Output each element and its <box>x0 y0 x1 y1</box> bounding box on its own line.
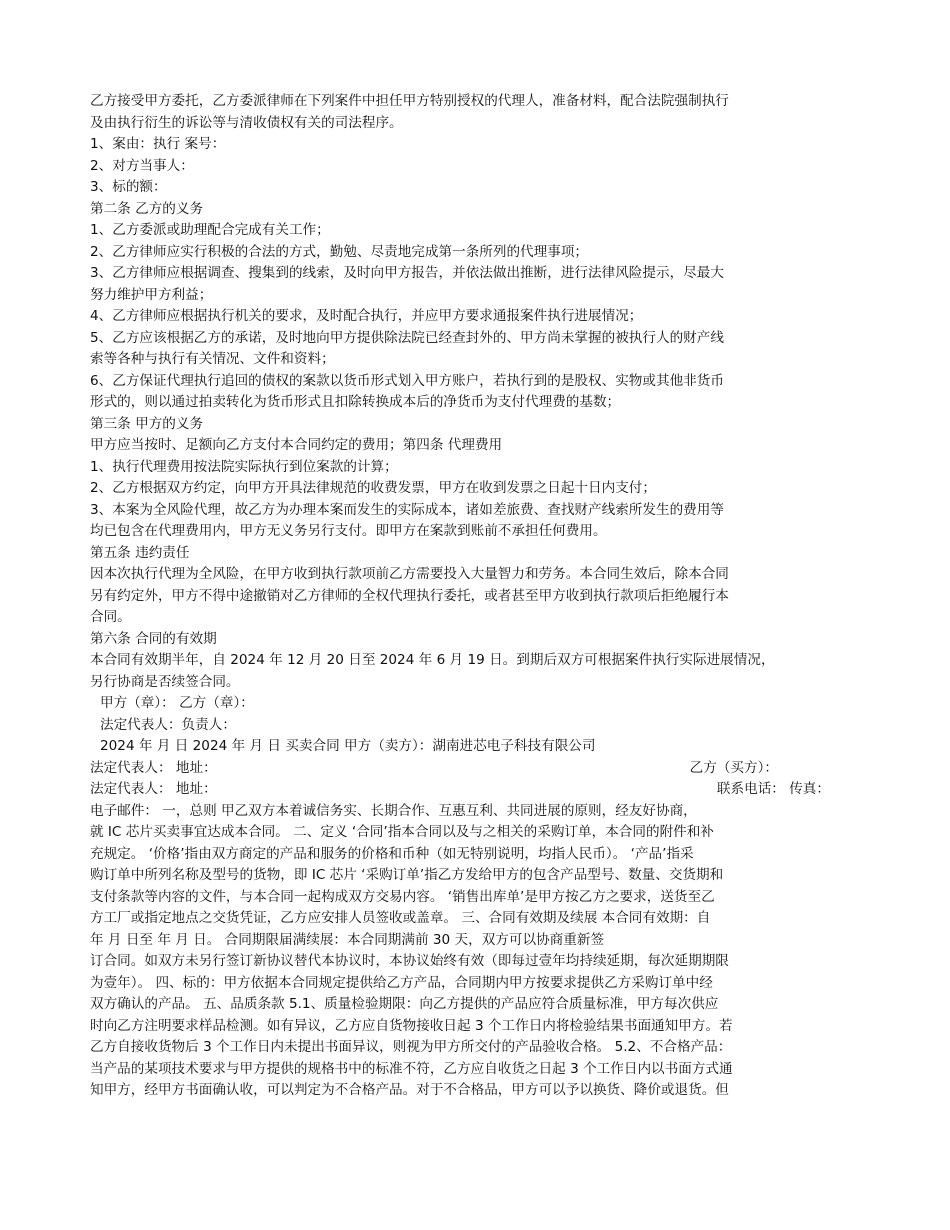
text-line: 年 月 日至 年 月 日。 合同期限届满续展：本合同期满前 30 天，双方可以协商重新签 <box>90 931 605 948</box>
text-line: 另行协商是否续签合同。 <box>90 673 240 690</box>
text-line: 1、执行代理费用按法院实际执行到位案款的计算； <box>90 458 398 475</box>
section-heading: 第五条 违约责任 <box>90 544 190 561</box>
text-line: 6、乙方保证代理执行追回的债权的案款以货币形式划入甲方账户，若执行到的是股权、实物或其他非货币 <box>90 372 724 389</box>
text-line: 2、乙方律师应实行积极的合法的方式，勤勉、尽责地完成第一条所列的代理事项； <box>90 243 589 260</box>
text-line: 索等各种与执行有关情况、文件和资料； <box>90 351 335 367</box>
text-line: 支付条款等内容的文件，与本合同一起构成双方交易内容。 ‘销售出库单’是甲方按乙方之要求，送货至乙 <box>90 888 715 905</box>
text-line: 5、乙方应该根据乙方的承诺，及时地向甲方提供除法院已经查封外的、甲方尚未掌握的被执行人的财产线 <box>90 329 724 346</box>
text-line: 3、标的额： <box>90 179 167 195</box>
party-info-row <box>90 779 880 801</box>
text-line: 另有约定外，甲方不得中途撤销对乙方律师的全权代理执行委托，或者甚至甲方收到执行款项后拒绝履行本 <box>90 587 729 604</box>
text-line: 电子邮件： 一，总则 甲乙双方本着诚信务实、长期合作、互惠互利、共同进展的原则，经友好协商， <box>90 802 697 819</box>
text-line: 乙方自接收货物后 3 个工作日内未提出书面异议，则视为甲方所交付的产品验收合格。 5.2、不合格产品： <box>90 1039 732 1055</box>
section-heading: 第三条 甲方的义务 <box>90 415 204 432</box>
text-line: 2、对方当事人： <box>90 157 194 174</box>
text-line: 3、本案为全风险代理，故乙方为办理本案而发生的实际成本，诸如差旅费、查找财产线索所发生的费用等 <box>90 501 724 518</box>
party-info-row <box>90 758 880 780</box>
text-line: 本合同有效期半年，自 2024 年 12 月 20 日至 2024 年 6 月 19 日。到期后双方可根据案件执行实际进展情况， <box>90 652 775 668</box>
text-line: 方工厂或指定地点之交货凭证，乙方应安排人员签收或盖章。 三、合同有效期及续展 本合同有效期：自 <box>90 910 711 926</box>
text-line: 时向乙方注明要求样品检测。如有异议，乙方应自货物接收日起 3 个工作日内将检验结果书面通知甲方。若 <box>90 1017 733 1034</box>
rep-right: 乙方（买方）： <box>689 759 778 776</box>
text-line: 3、乙方律师应根据调查、搜集到的线索，及时向甲方报告，并依法做出推断，进行法律风险提示，尽最大 <box>90 265 724 281</box>
text-line: 订合同。如双方未另行签订新协议替代本协议时，本协议始终有效（即每过壹年均持续延期，每次延期期限 <box>90 953 729 969</box>
text-line: 购订单中所列名称及型号的货物，即 IC 芯片 ‘采购订单’指乙方发给甲方的包含产品型号、数量、交货期和 <box>90 867 724 883</box>
rep2-right: 联系电话： 传真： <box>716 781 830 797</box>
text-line: 双方确认的产品。 五、品质条款 5.1、质量检验期限：向乙方提供的产品应符合质量标准，甲方每次供应 <box>90 996 719 1012</box>
text-line: 知甲方，经甲方书面确认收，可以判定为不合格产品。对于不合格品，甲方可以予以换货、降价或退货。但 <box>90 1082 729 1098</box>
text-line: 为壹年）。 四、标的：甲方依据本合同规定提供给乙方产品，合同期内甲方按要求提供乙方采购订单中经 <box>90 974 713 991</box>
signature-line-representatives: 法定代表人：负责人： <box>100 716 236 733</box>
text-line: 1、乙方委派或助理配合完成有关工作； <box>90 222 330 238</box>
text-line: 充规定。 ‘价格’指由双方商定的产品和服务的价格和币种（如无特别说明，均指人民币）。 ‘产品’指采 <box>90 845 694 862</box>
text-line: 2、乙方根据双方约定，向甲方开具法律规范的收费发票，甲方在收到发票之日起十日内支付； <box>90 480 656 496</box>
text-line: 合同。 <box>90 609 131 625</box>
text-line: 当产品的某项技术要求与甲方提供的规格书中的标准不符，乙方应自收货之日起 3 个工作日内以书面方式通 <box>90 1060 733 1077</box>
text-line: 4、乙方律师应根据执行机关的要求，及时配合执行，并应甲方要求通报案件执行进展情况； <box>90 308 643 324</box>
text-line: 乙方接受甲方委托，乙方委派律师在下列案件中担任甲方特别授权的代理人，准备材料，配合法院强制执行 <box>90 93 729 109</box>
contract-document <box>90 91 880 1102</box>
text-line: 及由执行衍生的诉讼等与清收债权有关的司法程序。 <box>90 114 403 131</box>
section-heading: 第六条 合同的有效期 <box>90 630 217 647</box>
text-line: 形式的，则以通过拍卖转化为货币形式且扣除转换成本后的净货币为支付代理费的基数； <box>90 394 621 410</box>
rep2-left: 法定代表人： 地址： <box>90 781 217 797</box>
section-heading: 第二条 乙方的义务 <box>90 200 204 217</box>
text-line: 甲方应当按时、足额向乙方支付本合同约定的费用；第四条 代理费用 <box>90 437 503 453</box>
text-line: 1、案由：执行 案号： <box>90 136 226 152</box>
signature-line-seals: 甲方（章）： 乙方（章）： <box>100 695 254 711</box>
text-line: 努力维护甲方利益； <box>90 286 213 303</box>
rep-left: 法定代表人： 地址： <box>90 759 217 776</box>
date-line: 2024 年 月 日 2024 年 月 日 买卖合同 甲方（卖方）：湖南进芯电子科技有限公司 <box>100 738 596 754</box>
text-line: 均已包含在代理费用内，甲方无义务另行支付。即甲方在案款到账前不承担任何费用。 <box>90 523 607 539</box>
text-line: 就 IC 芯片买卖事宜达成本合同。 二、定义 ‘合同’指本合同以及与之相关的采购订单，本合同的附件和补 <box>90 824 714 840</box>
text-line: 因本次执行代理为全风险，在甲方收到执行款项前乙方需要投入大量智力和劳务。本合同生效后，除本合同 <box>90 566 729 582</box>
